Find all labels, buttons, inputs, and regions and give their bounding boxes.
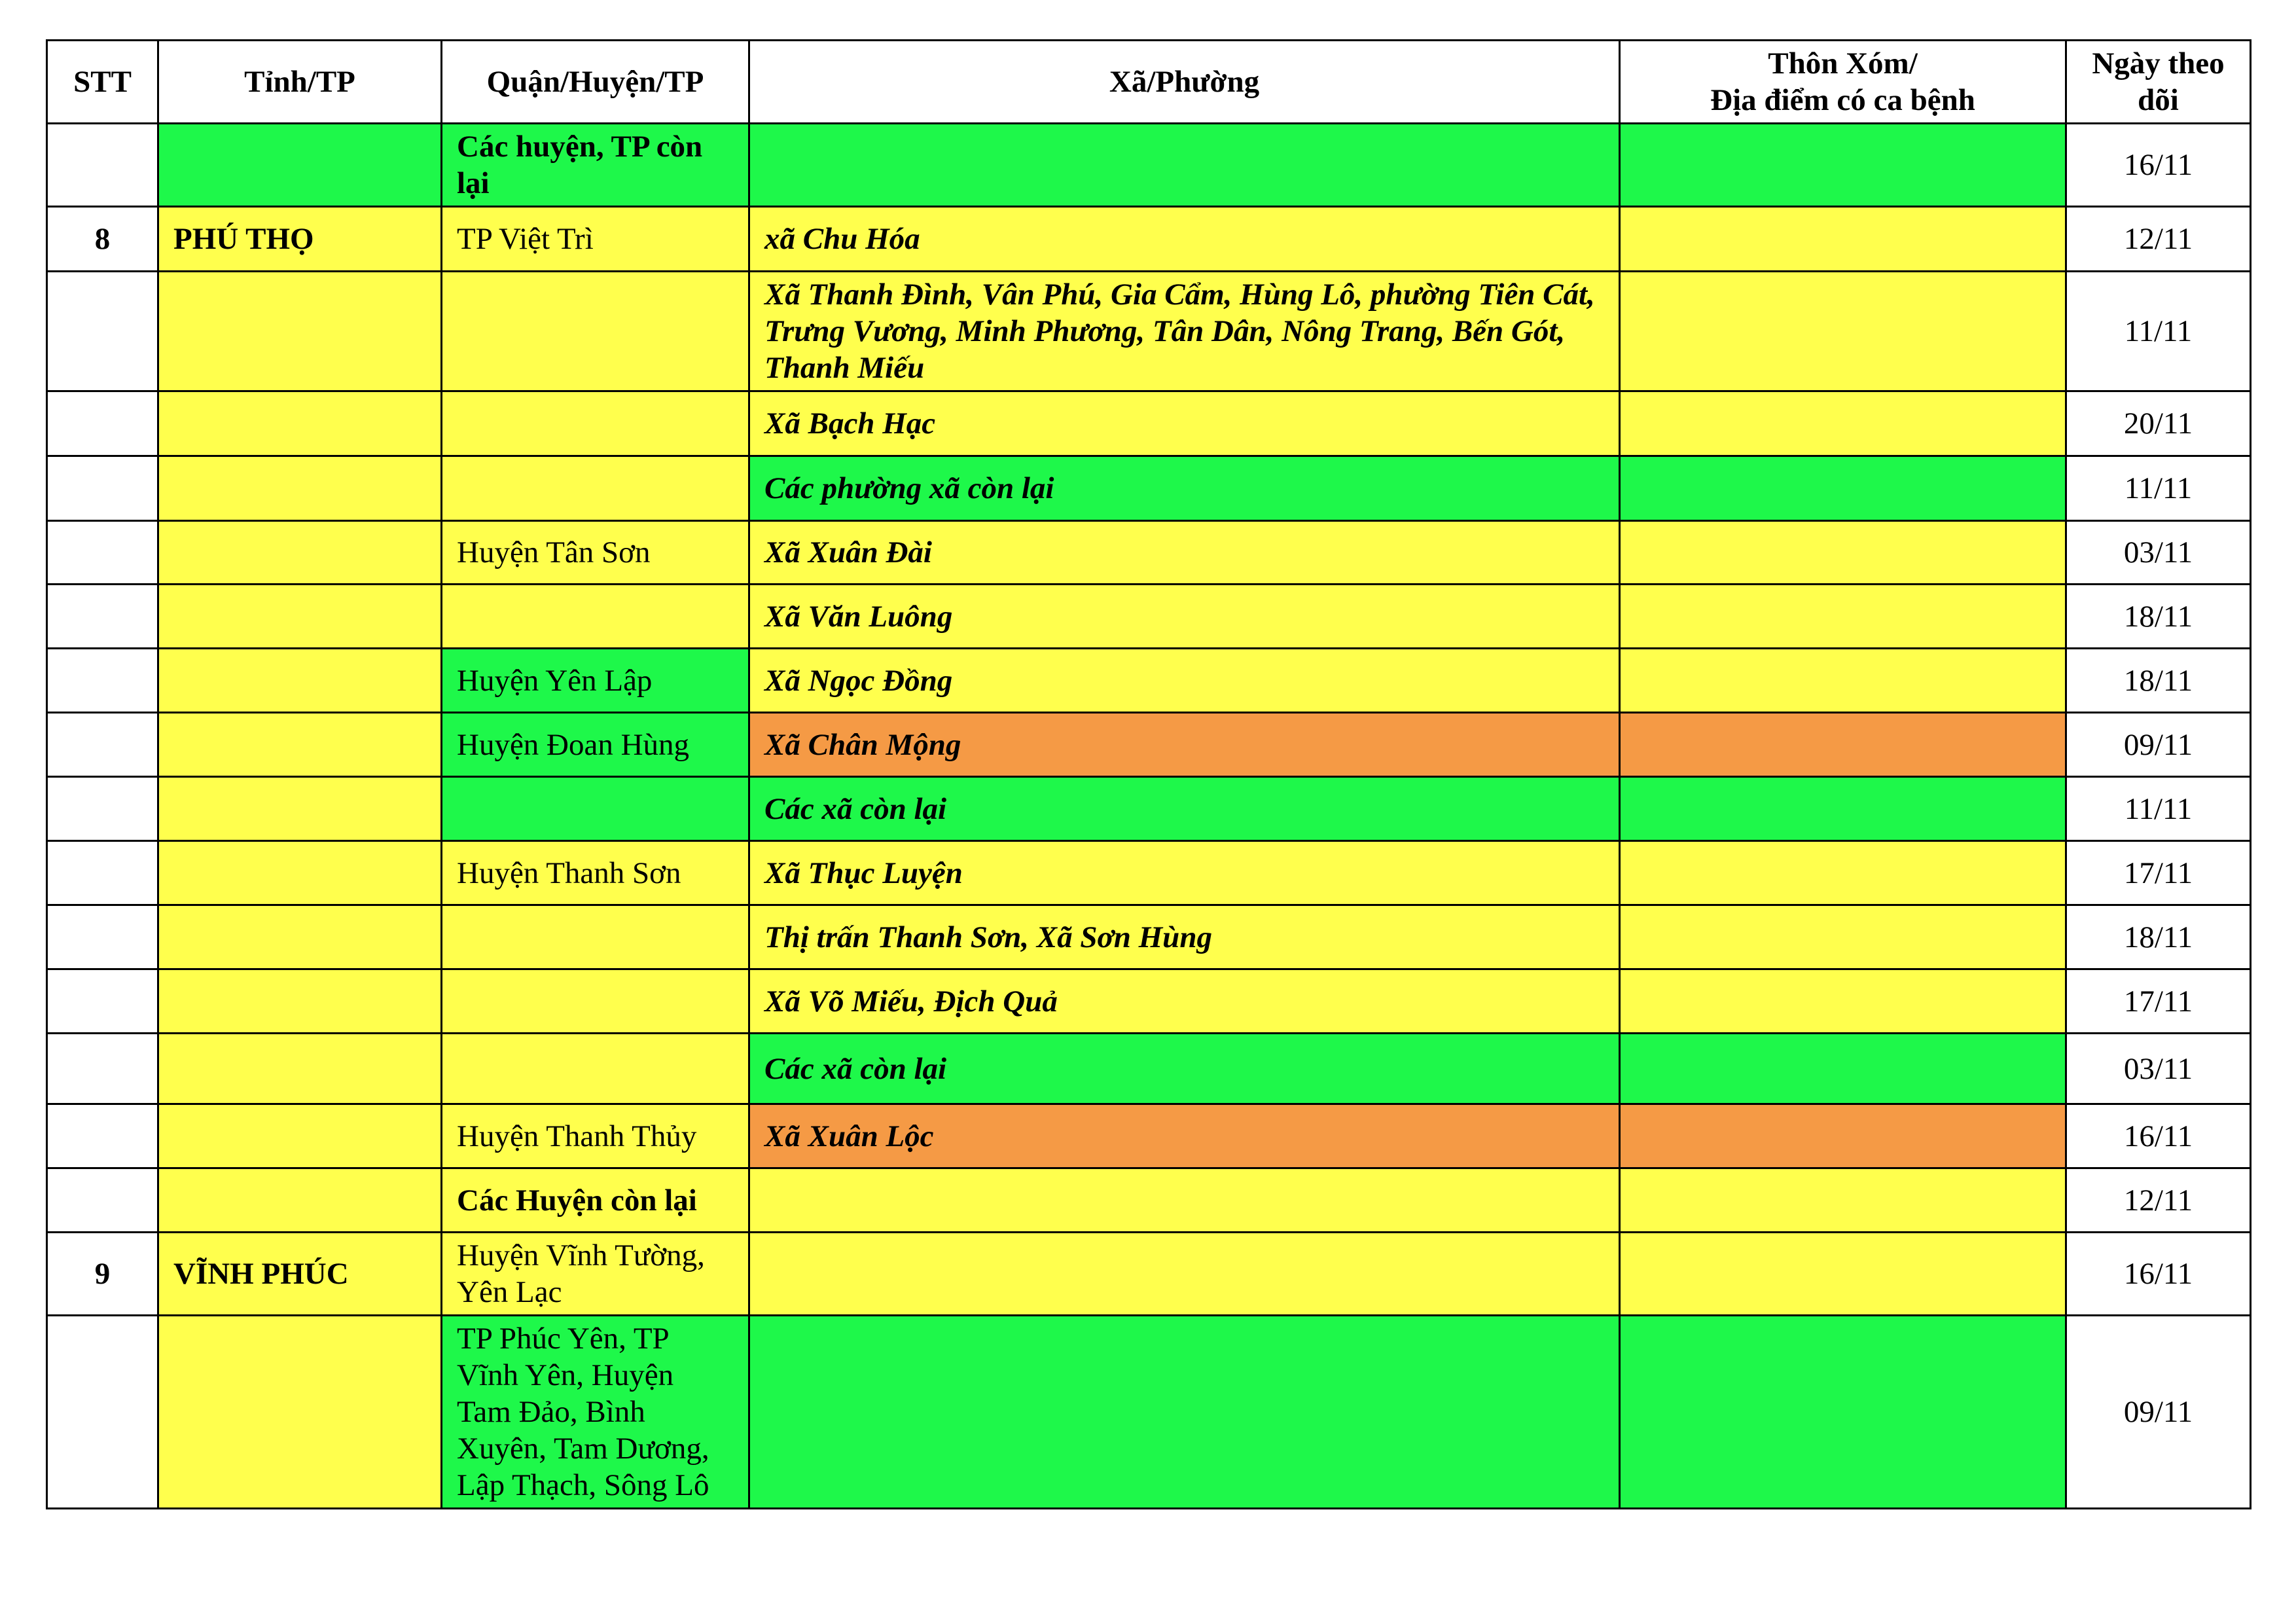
cell-stt (47, 124, 158, 207)
cell-province (158, 124, 442, 207)
cell-date: 18/11 (2066, 649, 2251, 713)
header-hamlet (1620, 41, 2066, 124)
header-commune: Xã/Phường (749, 41, 1620, 124)
cell-stt: 8 (47, 207, 158, 272)
cell-commune (749, 124, 1620, 207)
header-province: Tỉnh/TP (158, 41, 442, 124)
cell-hamlet (1620, 841, 2066, 905)
table-row (47, 777, 2251, 841)
cell-hamlet (1620, 456, 2066, 521)
table-row (47, 521, 2251, 585)
cell-district: Huyện Thanh Thủy (442, 1104, 749, 1168)
cell-commune: Các phường xã còn lại (749, 456, 1620, 521)
cell-commune: xã Chu Hóa (749, 207, 1620, 272)
cell-hamlet (1620, 391, 2066, 456)
header-row (47, 41, 2251, 124)
table-row (47, 969, 2251, 1034)
cell-hamlet (1620, 1034, 2066, 1104)
cell-commune: Xã Ngọc Đồng (749, 649, 1620, 713)
header-hamlet-line1: Thôn Xóm/ (1768, 46, 1918, 81)
cell-date: 18/11 (2066, 905, 2251, 969)
cell-date: 03/11 (2066, 1034, 2251, 1104)
table-row (47, 456, 2251, 521)
table-row (47, 391, 2251, 456)
cell-district: Huyện Đoan Hùng (442, 713, 749, 777)
cell-province (158, 777, 442, 841)
cell-stt (47, 1168, 158, 1233)
table-row (47, 649, 2251, 713)
cell-hamlet (1620, 521, 2066, 585)
cell-stt (47, 713, 158, 777)
cell-hamlet (1620, 124, 2066, 207)
cell-district: Huyện Yên Lập (442, 649, 749, 713)
cell-date: 20/11 (2066, 391, 2251, 456)
table-row (47, 207, 2251, 272)
cell-hamlet (1620, 585, 2066, 649)
cell-stt (47, 585, 158, 649)
cell-province (158, 456, 442, 521)
cell-province (158, 1168, 442, 1233)
table-row (47, 124, 2251, 207)
cell-commune: Thị trấn Thanh Sơn, Xã Sơn Hùng (749, 905, 1620, 969)
header-stt: STT (47, 41, 158, 124)
header-district: Quận/Huyện/TP (442, 41, 749, 124)
cell-province: VĨNH PHÚC (158, 1233, 442, 1316)
cell-province (158, 713, 442, 777)
monitoring-table (46, 39, 2251, 1509)
cell-hamlet (1620, 1233, 2066, 1316)
cell-province (158, 1316, 442, 1509)
cell-commune: Xã Võ Miếu, Địch Quả (749, 969, 1620, 1034)
cell-commune (749, 1316, 1620, 1509)
table-row (47, 713, 2251, 777)
cell-commune (749, 1233, 1620, 1316)
cell-commune: Các xã còn lại (749, 777, 1620, 841)
cell-province (158, 649, 442, 713)
header-date (2066, 41, 2251, 124)
cell-district: Các huyện, TP còn lại (442, 124, 749, 207)
table-row (47, 905, 2251, 969)
cell-district (442, 585, 749, 649)
cell-commune: Xã Thanh Đình, Vân Phú, Gia Cẩm, Hùng Lô, phường Tiên Cát, Trưng Vương, Minh Phương, Tân Dân, Nông Trang, Bến Gót, Thanh Miếu (749, 272, 1620, 391)
cell-stt (47, 969, 158, 1034)
cell-commune: Xã Xuân Đài (749, 521, 1620, 585)
cell-date: 11/11 (2066, 777, 2251, 841)
cell-stt (47, 905, 158, 969)
cell-district: Huyện Thanh Sơn (442, 841, 749, 905)
cell-commune: Xã Văn Luông (749, 585, 1620, 649)
table-row (47, 1034, 2251, 1104)
cell-hamlet (1620, 1316, 2066, 1509)
table-row (47, 585, 2251, 649)
cell-district (442, 272, 749, 391)
cell-district (442, 905, 749, 969)
header-hamlet-line2: Địa điểm có ca bệnh (1710, 83, 1975, 117)
cell-stt: 9 (47, 1233, 158, 1316)
cell-stt (47, 649, 158, 713)
cell-province (158, 905, 442, 969)
cell-hamlet (1620, 969, 2066, 1034)
table-row (47, 1233, 2251, 1316)
header-date-line2: dõi (2138, 83, 2179, 117)
cell-district (442, 391, 749, 456)
cell-stt (47, 456, 158, 521)
cell-province (158, 391, 442, 456)
cell-commune: Xã Chân Mộng (749, 713, 1620, 777)
cell-date: 11/11 (2066, 272, 2251, 391)
cell-stt (47, 1316, 158, 1509)
table-row (47, 1104, 2251, 1168)
cell-date: 03/11 (2066, 521, 2251, 585)
cell-hamlet (1620, 713, 2066, 777)
cell-district: TP Phúc Yên, TP Vĩnh Yên, Huyện Tam Đảo, Bình Xuyên, Tam Dương, Lập Thạch, Sông Lô (442, 1316, 749, 1509)
cell-commune: Xã Bạch Hạc (749, 391, 1620, 456)
cell-province (158, 841, 442, 905)
cell-commune (749, 1168, 1620, 1233)
cell-district: Các Huyện còn lại (442, 1168, 749, 1233)
cell-date: 12/11 (2066, 207, 2251, 272)
cell-stt (47, 521, 158, 585)
cell-stt (47, 391, 158, 456)
cell-stt (47, 1034, 158, 1104)
table-row (47, 1168, 2251, 1233)
cell-district (442, 1034, 749, 1104)
cell-hamlet (1620, 1104, 2066, 1168)
cell-hamlet (1620, 1168, 2066, 1233)
cell-date: 17/11 (2066, 841, 2251, 905)
cell-province (158, 1034, 442, 1104)
cell-date: 11/11 (2066, 456, 2251, 521)
table-row (47, 272, 2251, 391)
cell-province: PHÚ THỌ (158, 207, 442, 272)
cell-stt (47, 777, 158, 841)
cell-commune: Các xã còn lại (749, 1034, 1620, 1104)
cell-date: 09/11 (2066, 1316, 2251, 1509)
cell-province (158, 272, 442, 391)
cell-hamlet (1620, 649, 2066, 713)
cell-district: TP Việt Trì (442, 207, 749, 272)
table-row (47, 841, 2251, 905)
cell-district: Huyện Tân Sơn (442, 521, 749, 585)
cell-stt (47, 841, 158, 905)
cell-date: 16/11 (2066, 1233, 2251, 1316)
cell-date: 17/11 (2066, 969, 2251, 1034)
cell-province (158, 1104, 442, 1168)
cell-hamlet (1620, 207, 2066, 272)
cell-date: 16/11 (2066, 1104, 2251, 1168)
header-date-line1: Ngày theo (2092, 46, 2225, 81)
cell-stt (47, 272, 158, 391)
cell-date: 09/11 (2066, 713, 2251, 777)
cell-district: Huyện Vĩnh Tường, Yên Lạc (442, 1233, 749, 1316)
cell-district (442, 456, 749, 521)
cell-province (158, 585, 442, 649)
table-row (47, 1316, 2251, 1509)
cell-stt (47, 1104, 158, 1168)
cell-district (442, 777, 749, 841)
cell-hamlet (1620, 272, 2066, 391)
cell-date: 12/11 (2066, 1168, 2251, 1233)
cell-district (442, 969, 749, 1034)
cell-commune: Xã Thục Luyện (749, 841, 1620, 905)
cell-hamlet (1620, 905, 2066, 969)
cell-commune: Xã Xuân Lộc (749, 1104, 1620, 1168)
cell-date: 18/11 (2066, 585, 2251, 649)
cell-province (158, 521, 442, 585)
cell-province (158, 969, 442, 1034)
cell-hamlet (1620, 777, 2066, 841)
cell-date: 16/11 (2066, 124, 2251, 207)
